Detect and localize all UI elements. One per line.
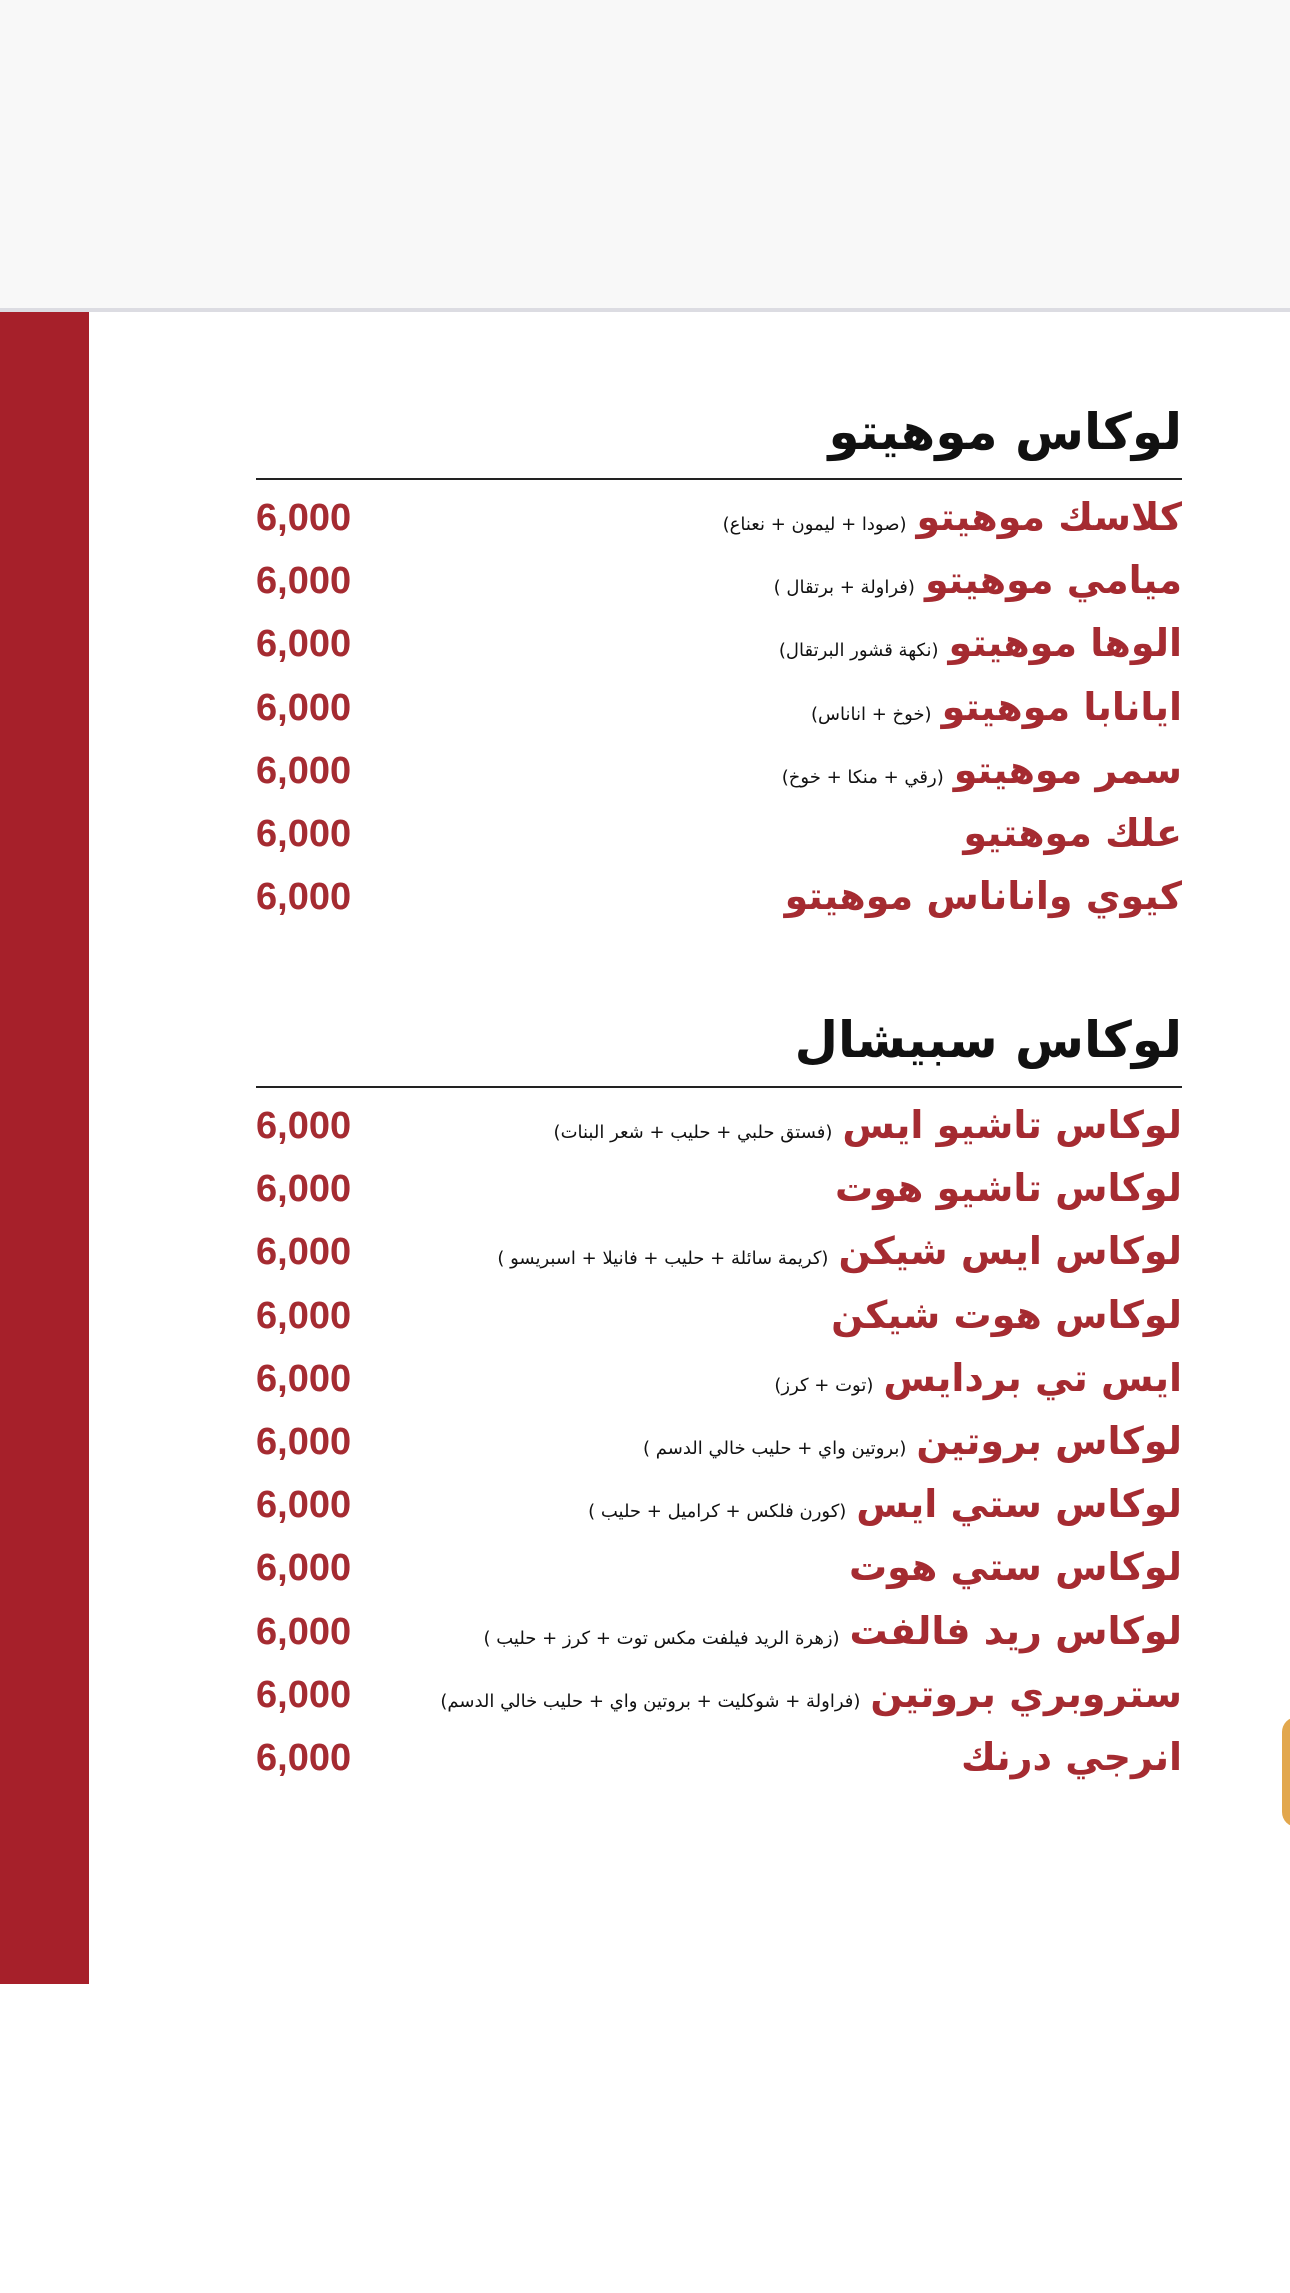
item-name: كيوي واناناس موهيتو <box>784 874 1182 919</box>
item-price: 6,000 <box>256 1610 352 1653</box>
item-price: 6,000 <box>256 812 352 855</box>
item-ingredients: (خوخ + اناناس) <box>811 703 932 725</box>
item-price: 6,000 <box>256 1357 352 1400</box>
item-name: لوكاس تاشيو هوت <box>835 1166 1182 1211</box>
section-divider <box>256 1086 1182 1088</box>
item-name: ايس تي بردايس <box>883 1355 1182 1400</box>
item-ingredients: (صودا + ليمون + نعناع) <box>722 514 907 535</box>
item-ingredients: (زهرة الريد فيلفت مكس توت + كرز + حليب ) <box>483 1627 840 1649</box>
menu-item[interactable] <box>256 1473 1182 1536</box>
top-blank-area <box>0 0 1290 308</box>
item-price: 6,000 <box>256 876 352 919</box>
section-title: لوكاس سبيشال <box>794 1011 1182 1069</box>
item-name: لوكاس تاشيو ايس <box>842 1103 1182 1147</box>
item-price: 6,000 <box>256 1168 352 1211</box>
item-price: 6,000 <box>256 686 352 729</box>
menu-page <box>0 312 1290 1984</box>
item-price: 6,000 <box>256 560 352 603</box>
item-name: لوكاس ايس شيكن <box>838 1229 1182 1274</box>
item-ingredients: (توت + كرز) <box>774 1374 874 1396</box>
item-price: 6,000 <box>256 623 352 666</box>
item-name: لوكاس ريد فالفت <box>849 1608 1182 1653</box>
item-name: سمر موهيتو <box>953 747 1182 792</box>
section-title: لوكاس موهيتو <box>828 403 1182 461</box>
partial-orange-shape <box>1282 1717 1290 1827</box>
item-price: 6,000 <box>256 1105 352 1147</box>
menu-item[interactable] <box>256 612 1182 675</box>
item-name: ميامي موهيتو <box>924 558 1182 603</box>
item-name: ايانابا موهيتو <box>941 684 1182 729</box>
item-ingredients: (فراولة + برتقال ) <box>773 577 915 599</box>
item-price: 6,000 <box>256 1294 352 1337</box>
item-price: 6,000 <box>256 1673 352 1716</box>
item-ingredients: (فراولة + شوكليت + بروتين واي + حليب خالي الدسم) <box>440 1690 861 1712</box>
item-name: ستروبري بروتين <box>870 1671 1182 1716</box>
item-ingredients: (فستق حلبي + حليب + شعر البنات) <box>553 1122 833 1143</box>
item-price: 6,000 <box>256 1547 352 1590</box>
item-name: الوها موهيتو <box>948 621 1182 666</box>
item-name: لوكاس هوت شيكن <box>831 1292 1182 1337</box>
menu-item[interactable] <box>256 549 1182 612</box>
item-ingredients: (كريمة سائلة + حليب + فانيلا + اسبريسو ) <box>497 1248 829 1270</box>
item-ingredients: (بروتين واي + حليب خالي الدسم ) <box>643 1437 907 1459</box>
item-price: 6,000 <box>256 1231 352 1274</box>
menu-list <box>256 1094 1182 1789</box>
menu-item[interactable] <box>256 1347 1182 1410</box>
menu-item[interactable] <box>256 1663 1182 1726</box>
item-ingredients: (نكهة قشور البرتقال) <box>778 640 939 662</box>
red-side-bar <box>0 312 89 1984</box>
menu-item[interactable] <box>256 1094 1182 1157</box>
menu-item[interactable] <box>256 1220 1182 1283</box>
item-name: علك موهتيو <box>963 810 1182 855</box>
item-price: 6,000 <box>256 1484 352 1527</box>
item-name: انرجي درنك <box>960 1734 1182 1779</box>
section-mojito <box>256 400 1182 928</box>
menu-item[interactable] <box>256 1157 1182 1220</box>
item-name: لوكاس ستي ايس <box>856 1482 1182 1527</box>
item-price: 6,000 <box>256 749 352 792</box>
item-name: كلاسك موهيتو <box>916 495 1182 539</box>
menu-item[interactable] <box>256 1600 1182 1663</box>
menu-item[interactable] <box>256 865 1182 928</box>
section-special <box>256 1008 1182 1789</box>
menu-item[interactable] <box>256 1410 1182 1473</box>
menu-item[interactable] <box>256 1284 1182 1347</box>
menu-item[interactable] <box>256 802 1182 865</box>
item-price: 6,000 <box>256 1736 352 1779</box>
item-ingredients: (رقي + منكا + خوخ) <box>781 766 944 788</box>
menu-item[interactable] <box>256 1536 1182 1599</box>
item-price: 6,000 <box>256 1420 352 1463</box>
menu-item[interactable] <box>256 676 1182 739</box>
section-divider <box>256 478 1182 480</box>
item-name: لوكاس ستي هوت <box>848 1545 1182 1590</box>
menu-item[interactable] <box>256 739 1182 802</box>
menu-list <box>256 486 1182 928</box>
item-ingredients: (كورن فلكس + كراميل + حليب ) <box>588 1501 847 1523</box>
menu-item[interactable] <box>256 486 1182 549</box>
menu-item[interactable] <box>256 1726 1182 1789</box>
item-price: 6,000 <box>256 497 352 539</box>
item-name: لوكاس بروتين <box>916 1418 1182 1463</box>
